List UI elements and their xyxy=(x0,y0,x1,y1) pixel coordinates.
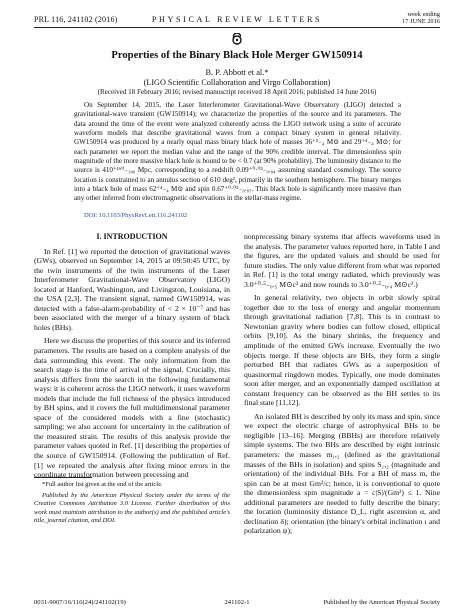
author-footnote: *Full author list given at the end of the article. xyxy=(42,481,163,488)
paper-title: Properties of the Binary Black Hole Merger GW150914 xyxy=(111,50,363,61)
abstract: On September 14, 2015, the Laser Interferometer Gravitational-Wave Observatory (LIGO) detected a gravitational-wave transient (GW150914); we characterize the properties of the source and its parameters. The data around the time of the event were analyzed coherently across the LIGO network using a suite of accurate waveform models that describe gravitational waves from a compact binary system in general relativity. GW150914 was produced by a nearly equal mass binary black hole of masses 36⁺⁵₋₄ M⊙ and 29⁺⁴₋₄ M⊙; for each parameter we report the median value and the range of the 90% credible interval. The dimensionless spin magnitude of the more massive black hole is bound to be < 0.7 (at 90% probability). The luminosity distance to the source is 410⁺¹⁶⁰₋₁₈₀ Mpc, corresponding to a redshift 0.09⁺⁰·⁰³₋₀.₀₄ assuming standard cosmology. The source location is constrained to an annulus section of 610 deg², primarily in the southern hemisphere. The binary merges into a black hole of mass 62⁺⁴₋₄ M⊙ and spin 0.67⁺⁰·⁰⁵₋₀.₀₇. This black hole is significantly more massive than any other inferred from electromagnetic observations in the stellar-mass regime. xyxy=(74,101,401,203)
left-column xyxy=(34,232,230,480)
publisher-note: Published by the American Physical Society xyxy=(323,599,440,606)
license-footnote: Published by the American Physical Society under the terms of the Creative Commons Attribution 3.0 License. Further distribution of this work must maintain attribution to the author(s) and the published article's title, journal citation, and DOI. xyxy=(34,492,230,524)
section-heading: I. INTRODUCTION xyxy=(96,232,168,241)
right-column xyxy=(244,232,440,536)
paragraph: Here we discuss the properties of this source and its inferred parameters. The results are based on a complete analysis of the data surrounding this event. The only information from the search stage is the time of arrival of the signal. Crucially, this analysis differs from the search in the following fundamental ways: it is coherent across the LIGO network, it uses waveform models that include the full richness of the physics introduced by BH spins, and it covers the full multidimensional parameter space of the considered models with a fine (stochastic) sampling; we also account for uncertainty in the calibration of the measured strain. The results of this analysis provide the parameter values quoted in Ref. [1] describing the properties of the source of GW150914. (Following the publication of Ref. [1] we repeated the analysis after fixing minor errors in the coordinate transformation between precessing and xyxy=(34,336,230,480)
issue-date-value: 17 JUNE 2016 xyxy=(402,18,440,26)
issue-date xyxy=(402,11,440,26)
paragraph: In general relativity, two objects in orbit slowly spiral together due to the loss of energy and angular momentum through gravitational radiation [7,8]. This is in contrast to Newtonian gravity where bodies can follow closed, elliptical orbits [9,10]. As the binary shrinks, the frequency and amplitude of the emitted GWs increase. Eventually the two objects merge. If these objects are BHs, they form a single perturbed BH that radiates GWs as a superposition of quasinormal ringdown modes. Typically, one mode dominates soon after merger, and an exponentially damped oscillation at constant frequency can be observed as the BH settles to its final state [11,12]. xyxy=(244,293,440,408)
week-label: week ending xyxy=(407,11,440,18)
author-list: B. P. Abbott et al.* xyxy=(205,68,269,77)
footnotes xyxy=(34,481,230,528)
header-rule xyxy=(34,27,440,28)
paragraph: nonprecessing binary systems that affects waveforms used in the analysis. The parameter values reported here, in Table I and the figures, are the updated values and should be used for future studies. The only value different from what was reported in Ref. [1] is the total energy radiated, which previously was 3.0⁺⁰·⁵₋₀.₅ M⊙c² and now rounds to 3.0⁺⁰·⁵₋₀.₄ M⊙c².) xyxy=(244,232,440,289)
open-access-logo-icon xyxy=(229,33,245,45)
doi-link[interactable]: DOI: 10.1103/PhysRevLett.116.241102 xyxy=(84,212,188,219)
journal-name: PHYSICAL REVIEW LETTERS xyxy=(151,15,323,24)
collaboration: (LIGO Scientific Collaboration and Virgo Collaboration) xyxy=(143,78,331,87)
journal-code: 0031-9007/16/116(24)/241102(19) xyxy=(34,599,126,606)
paragraph: An isolated BH is described by only its mass and spin, since we expect the electric charge of astrophysical BHs to be negligible [13–16]. Merging (BBHs) are therefore relatively simple systems. The two BHs are described by eight intrinsic parameters: the masses m₁,₂ (defined as the gravitational masses of the BHs in isolation) and spins S₁,₂ (magnitude and orientation) of the individual BHs. For a BH of mass m, the spin can be at most Gm²/c; hence, it is conventional to quote the dimensionless spin magnitude a = c|S|/(Gm²) ≤ 1. Nine additional parameters are needed to fully describe the binary: the location (luminosity distance D_L, right ascension α, and declination δ); orientation (the binary's orbital inclination ι and polarization ψ); xyxy=(244,411,440,536)
received-dates: (Received 18 February 2016; revised manuscript received 18 April 2016; published 14 June 2016) xyxy=(97,88,377,96)
journal-citation: PRL 116, 241102 (2016) xyxy=(34,15,118,24)
paragraph: In Ref. [1] we reported the detection of gravitational waves (GWs), observed on September 14, 2015 at 09:50:45 UTC, by the twin instruments of the twin instruments of the Laser Interferometer Gravitational-Wave Observatory (LIGO) located at Hanford, Washington, and Livingston, Louisiana, in the USA [2,3]. The transient signal, named GW150914, was detected with a false-alarm-probability of < 2 × 10⁻⁷ and has been associated with the merger of a binary system of black holes (BHs). xyxy=(34,246,230,332)
page-number: 241102-1 xyxy=(224,599,250,606)
footnote-rule xyxy=(34,477,92,478)
